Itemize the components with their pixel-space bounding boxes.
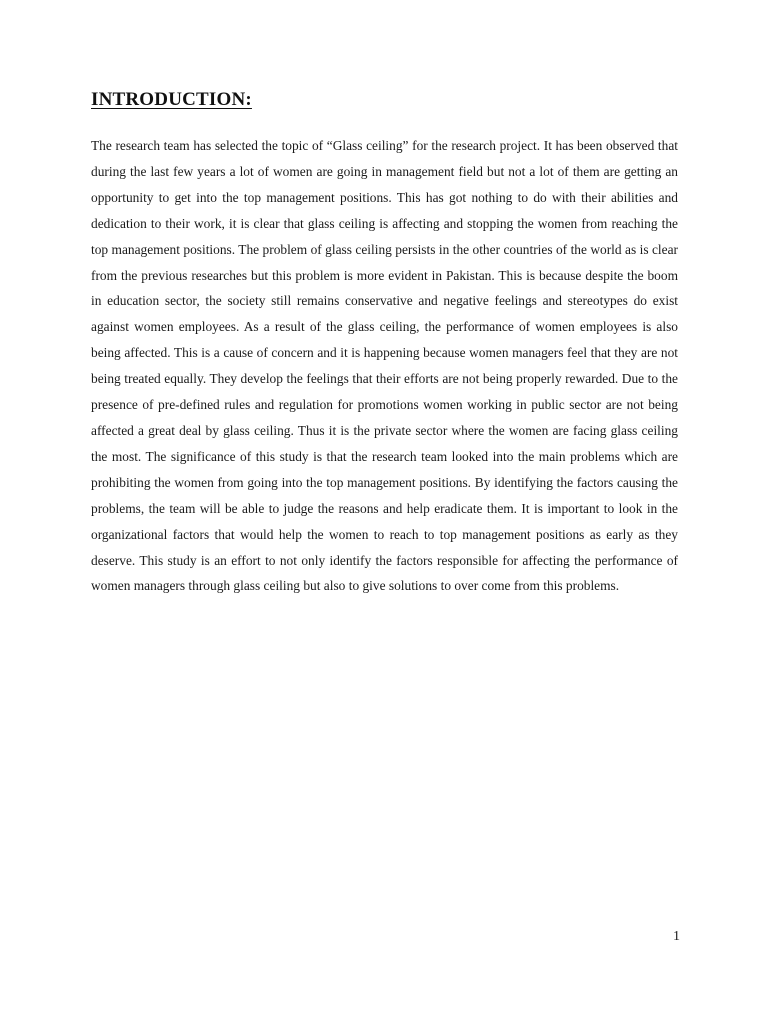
page-number: 1 xyxy=(673,929,680,944)
section-heading: INTRODUCTION: xyxy=(91,89,252,110)
introduction-paragraph: The research team has selected the topic of “Glass ceiling” for the research project. It has been observed that during the last few years a lot of women are going in management field but not a lot of them are getting an opportunity to get into the top management positions. This has got nothing to do with their abilities and dedication to their work, it is clear that glass ceiling is affecting and stopping the women from reaching the top management positions. The problem of glass ceiling persists in the other countries of the world as is clear from the previous researches but this problem is more evident in Pakistan. This is because despite the boom in education sector, the society still remains conservative and negative feelings and stereotypes do exist against women employees. As a result of the glass ceiling, the performance of women employees is also being affected. This is a cause of concern and it is happening because women managers feel that they are not being treated equally. They develop the feelings that their efforts are not being properly rewarded. Due to the presence of pre-defined rules and regulation for promotions women working in public sector are not being affected a great deal by glass ceiling. Thus it is the private sector where the women are facing glass ceiling the most. The significance of this study is that the research team looked into the main problems which are prohibiting the women from going into the top management positions. By identifying the factors causing the problems, the team will be able to judge the reasons and help eradicate them. It is important to look in the organizational factors that would help the women to reach to top management positions as early as they deserve. This study is an effort to not only identify the factors responsible for affecting the performance of women managers through glass ceiling but also to give solutions to over come from this problems. xyxy=(91,138,678,594)
